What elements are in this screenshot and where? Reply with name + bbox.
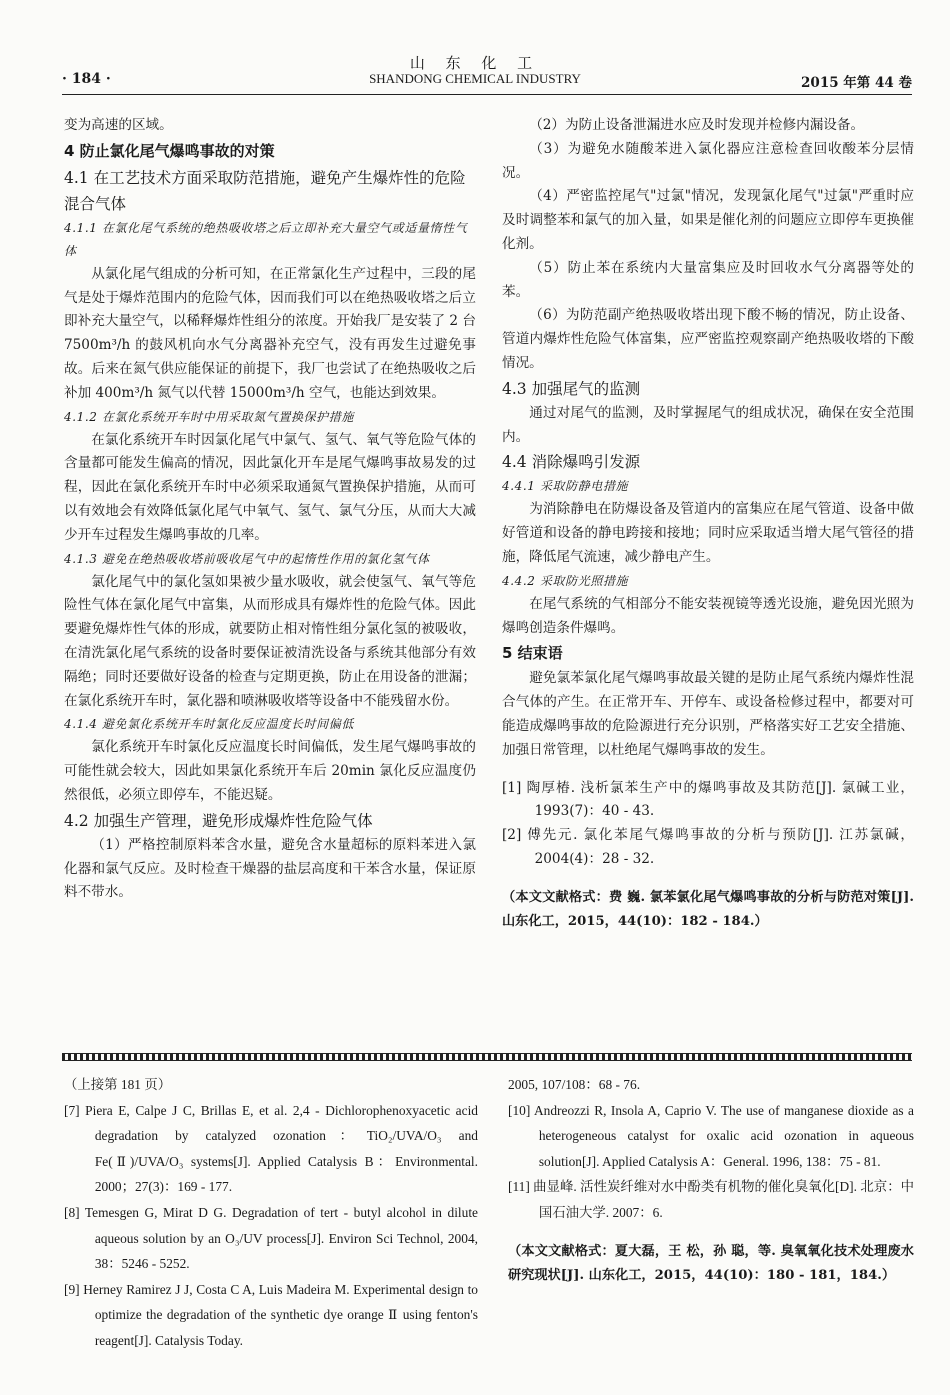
subsubsection-heading: 4.1.2 在氯化系统开车时中用采取氮气置换保护措施 [64,409,354,424]
subsubsection-heading: 4.4.2 采取防光照措施 [502,573,629,588]
issue-info: 2015 年第 44 卷 [801,75,912,91]
subsection-heading: 4.2 加强生产管理，避免形成爆炸性危险气体 [64,811,373,830]
citation-note: （本文文献格式：费 巍. 氯苯氯化尾气爆鸣事故的分析与防范对策[J]. 山东化工，2015，44(10)：182 - 184.） [502,889,914,929]
page-number: · 184 · [62,71,111,87]
paragraph: 在氯化系统开车时因氯化尾气中氯气、氢气、氧气等危险气体的含量都可能发生偏高的情况，因此氯化开车是尾气爆鸣事故易发的过程，因此在氯化系统开车时中必须采取通氮气置换保护措施，从而可以有效地会有效降低氯化尾气中氧气、氢气、氯气分压，从而大大减少开车过程发生爆鸣事故的几率。 [64,431,476,543]
paragraph: 从氯化尾气组成的分析可知，在正常氯化生产过程中，三段的尾气是处于爆炸范围内的危险气体，因而我们可以在绝热吸收塔之后立即补充大量空气，以稀释爆炸性组分的浓度。开始我厂是安装了 2 台 7500m³/h 的鼓风机向水气分离器补充空气，没有再发生过避免事故。后来在氮气供应能保证的前提下，我厂也尝试了在绝热吸收之后补加 400m³/h 氮气以代替 15000m³/h 空气，也能达到效果。 [64,265,476,401]
bottom-right-references [508,1072,914,1288]
subsubsection-heading: 4.1.1 在氯化尾气系统的绝热吸收塔之后立即补充大量空气或适量惰性气体 [64,220,468,258]
decorative-separator [62,1053,912,1061]
list-item: （5）防止苯在系统内大量富集应及时回收水气分离器等处的苯。 [502,259,914,300]
spacer [508,1226,914,1240]
reference-item: [2] 傅先元. 氯化苯尾气爆鸣事故的分析与预防[J]. 江苏氯碱，2004(4)：28 - 32. [502,827,914,867]
list-item: （4）严密监控尾气"过氯"情况，发现氯化尾气"过氯"严重时应及时调整苯和氯气的加入量，如果是催化剂的问题应立即停车更换催化剂。 [502,188,914,252]
header-rule [62,94,912,95]
subsubsection-heading: 4.1.3 避免在绝热吸收塔前吸收尾气中的起惰性作用的氯化氢气体 [64,551,430,566]
reference-item: [7] Piera E, Calpe J C, Brillas E, et al. 2,4 - Dichlorophenoxyacetic acid degradation by catalyzed ozonation：TiO₂/UVA/O₃ and Fe(Ⅱ)/UVA/O₃ systems[J]. Applied Catalysis B：Environmental. 2000；27(3)：169 - 177. [64,1102,478,1195]
paragraph: 为消除静电在防爆设备及管道内的富集应在尾气管道、设备中做好管道和设备的静电跨接和接地；同时应采取适当增大尾气管径的措施，降低尾气流速，减少静电产生。 [502,501,914,565]
reference-item: [8] Temesgen G, Mirat D G. Degradation of tert - butyl alcohol in dilute aqueous solution by an O₃/UV process[J]. Environ Sci Technol, 2004, 38：5246 - 5252. [64,1204,478,1272]
citation-note: （本文文献格式：夏大磊，王 松，孙 聪，等. 臭氧氧化技术处理废水研究现状[J]. 山东化工，2015，44(10)：180 - 181，184.） [508,1243,914,1283]
text-line: （上接第 181 页） [64,1077,172,1092]
reference-item: [11] 曲显峰. 活性炭纤维对水中酚类有机物的催化臭氧化[D]. 北京：中国石油大学. 2007：6. [508,1179,914,1220]
section-heading: 4 防止氯化尾气爆鸣事故的对策 [64,141,275,160]
list-item: （1）严格控制原料苯含水量，避免含水量超标的原料苯进入氯化器和氯气反应。及时检查干燥器的盐层高度和干苯含水量，保证原料不带水。 [64,836,476,901]
reference-item: [1] 陶厚椿. 浅析氯苯生产中的爆鸣事故及其防范[J]. 氯碱工业，1993(7)：40 - 43. [502,779,914,820]
reference-item: [9] Herney Ramirez J J, Costa C A, Luis Madeira M. Experimental design to optimize the degradation of the synthetic dye orange Ⅱ using fenton's reagent[J]. Catalysis Today. [64,1281,478,1348]
subsection-heading: 4.1 在工艺技术方面采取防范措施，避免产生爆炸性的危险混合气体 [64,168,466,213]
journal-title-english: SHANDONG CHEMICAL INDUSTRY [369,71,581,86]
paragraph: 通过对尾气的监测，及时掌握尾气的组成状况，确保在安全范围内。 [502,404,914,445]
spacer [502,872,914,886]
subsection-heading: 4.3 加强尾气的监测 [502,379,641,398]
list-item: （2）为防止设备泄漏进水应及时发现并检修内漏设备。 [529,117,865,133]
spacer [502,763,914,777]
subsection-heading: 4.4 消除爆鸣引发源 [502,453,641,472]
bottom-left-references [64,1072,478,1354]
left-column [64,114,476,905]
subsubsection-heading: 4.1.4 避免氯化系统开车时氯化反应温度长时间偏低 [64,717,354,732]
paragraph: 氯化尾气中的氯化氢如果被少量水吸收，就会使氢气、氧气等危险性气体在氯化尾气中富集，从而形成具有爆炸性的危险气体。因此要避免爆炸性气体的形成，就要防止相对惰性组分氯化氢的被吸收，在清洗氯化尾气系统的设备时要保证被清洗设备与系统其他部分有效隔绝；同时还要做好设备的检查与定期更换，防止在用设备的泄漏；在氯化系统开车时，氯化器和喷淋吸收塔等设备中不能残留水份。 [64,573,476,709]
paragraph: 在尾气系统的气相部分不能安装视镜等透光设施，避免因光照为爆鸣创造条件爆鸣。 [502,595,914,636]
list-item: （6）为防范副产绝热吸收塔出现下酸不畅的情况，防止设备、管道内爆炸性危险气体富集，应严密监控观察副产绝热吸收塔的下酸情况。 [502,307,914,371]
paragraph: 氯化系统开车时氯化反应温度长时间偏低，发生尾气爆鸣事故的可能性就会较大，因此如果氯化系统开车后 20min 氯化反应温度仍然很低，必须立即停车，不能迟疑。 [64,739,476,803]
subsubsection-heading: 4.4.1 采取防静电措施 [502,479,629,494]
reference-item: [10] Andreozzi R, Insola A, Caprio V. The use of manganese dioxide as a heterogeneous catalyst for oxalic acid ozonation in aqueous solution[J]. Applied Catalysis A：General. 1996, 138：75 - 81. [508,1102,914,1169]
right-column [502,114,914,934]
text-line: 变为高速的区域。 [64,117,173,133]
section-heading: 5 结束语 [502,644,563,663]
text-line: 2005, 107/108：68 - 76. [508,1077,641,1092]
paragraph: 避免氯苯氯化尾气爆鸣事故最关键的是防止尾气系统内爆炸性混合气体的产生。在正常开车、开停车、或设备检修过程中，都要对可能造成爆鸣事故的危险源进行充分识别，严格落实好工艺安全措施、加强日常管理，以杜绝尾气爆鸣事故的发生。 [502,670,914,758]
list-item: （3）为避免水随酸苯进入氯化器应注意检查回收酸苯分层情况。 [502,140,914,181]
journal-title-chinese: 山 东 化 工 [409,54,541,72]
